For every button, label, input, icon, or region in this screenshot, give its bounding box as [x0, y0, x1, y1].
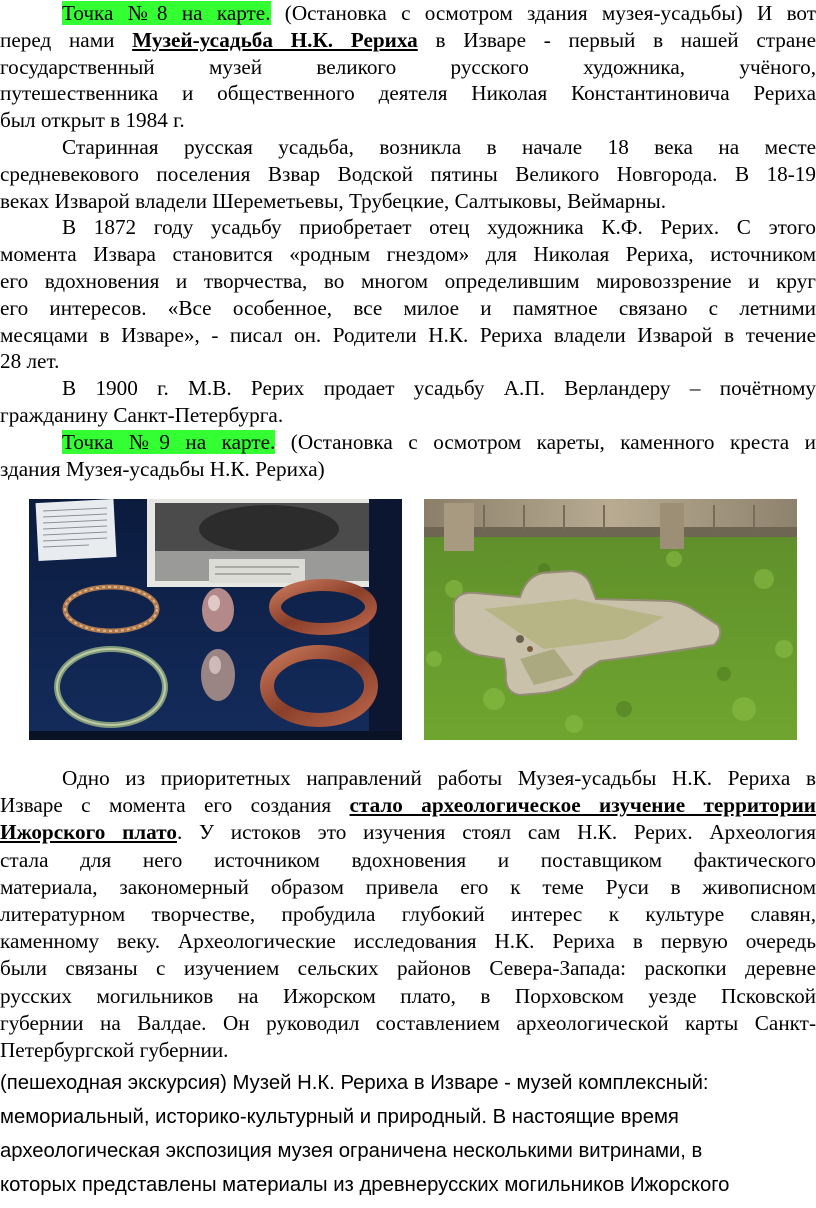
para3-line1: В 1872 году усадьбу приобретает отец художника К.Ф. Рерих. С этого: [62, 215, 816, 240]
showcase-illustration: [29, 499, 402, 740]
point-8-label: Точка №8 на карте.: [62, 1, 271, 25]
para3-line3: его вдохновения и творчества, во многом определившим мировоззрение и круг: [0, 268, 816, 293]
para4-line1: В 1900 г. М.В. Рерих продает усадьбу А.П. Верландеру – почётному: [62, 376, 816, 401]
para6-line2: Изваре с момента его создания стало археологическое изучение территории: [0, 793, 816, 818]
para2-line2: средневекового поселения Взвар Водской пятины Великого Новгорода. В 18-19: [0, 161, 816, 186]
para6-line6: литературном творчестве, пробудила глубокий интерес к культуре славян,: [0, 901, 816, 926]
para6-line8: были связаны с изучением сельских районов Севера-Запада: раскопки деревне: [0, 956, 816, 981]
top-text: [0, 0, 816, 482]
para6-line7: каменному веку. Археологические исследования Н.К. Рериха в первую очередь: [0, 929, 816, 954]
archaeology-highlight: стало археологическое изучение территории: [349, 793, 816, 818]
para2-line1: Старинная русская усадьба, возникла в начале 18 века на месте: [62, 134, 816, 159]
para6-line3: Ижорского плато. У истоков это изучения стоял сам Н.К. Рерих. Археология: [0, 820, 816, 845]
para5-line2: здания Музея-усадьбы Н.К. Рериха): [0, 456, 325, 481]
para1-line1: Точка №8 на карте. (Остановка с осмотром здания музея-усадьбы) И вот: [62, 1, 816, 25]
stone-cross-illustration: [424, 499, 797, 740]
para6-line4: стала для него источником вдохновения и поставщиком фактического: [0, 847, 816, 872]
para1-line5: был открыт в 1984 г.: [0, 108, 185, 133]
point-9-label: Точка №9 на карте.: [62, 429, 276, 454]
para7-line4: которых представлены материалы из древнерусских могильников Ижорского: [0, 1174, 730, 1196]
izhora-plateau-highlight: Ижорского плато: [0, 820, 177, 845]
para5-line1: Точка №9 на карте. (Остановка с осмотром кареты, каменного креста и: [62, 429, 816, 454]
museum-showcase-photo: [29, 499, 402, 740]
para6-line5: материала, закономерный образом привела его к теме Руси в живописном: [0, 874, 816, 899]
para6-line9: русских могильников на Ижорском плато, в Порховском уезде Псковской: [0, 983, 816, 1008]
para7-line3: археологическая экспозиция музея ограничена несколькими витринами, в: [0, 1140, 703, 1162]
para6-line11: Петербургской губернии.: [0, 1037, 229, 1062]
para7-line2: мемориальный, историко-культурный и природный. В настоящие время: [0, 1106, 679, 1128]
para1-line2: перед нами Музей-усадьба Н.К. Рериха в Изваре - первый в нашей стране: [0, 27, 816, 52]
para3-line5: месяцами в Изваре», - писал он. Родители Н.К. Рериха владели Изварой в течение: [0, 322, 816, 347]
para7-line1: (пешеходная экскурсия) Музей Н.К. Рериха в Изваре - музей комплексный:: [0, 1072, 709, 1094]
para1-line4: путешественника и общественного деятеля Николая Константиновича Рериха: [0, 81, 816, 106]
lower-text: [0, 765, 816, 1064]
excursion-text: [0, 1066, 816, 1202]
para4-line2: гражданину Санкт-Петербурга.: [0, 402, 284, 427]
para6-line1: Одно из приоритетных направлений работы Музея-усадьбы Н.К. Рериха в: [62, 766, 816, 790]
museum-title: Музей-усадьба Н.К. Рериха: [132, 27, 418, 52]
para1-line3: государственный музей великого русского художника, учёного,: [0, 54, 816, 79]
para6-line10: губернии на Валдае. Он руководил составлением археологической карты Санкт-: [0, 1010, 816, 1035]
stone-cross-photo: [424, 499, 797, 740]
para3-line4: его интересов. «Все особенное, все милое и памятное связано с летними: [0, 295, 816, 320]
para2-line3: веках Изварой владели Шереметьевы, Трубецкие, Салтыковы, Веймарны.: [0, 188, 667, 213]
para3-line2: момента Извара становится «родным гнездом» для Николая Рериха, источником: [0, 242, 816, 267]
para3-line6: 28 лет.: [0, 349, 60, 374]
